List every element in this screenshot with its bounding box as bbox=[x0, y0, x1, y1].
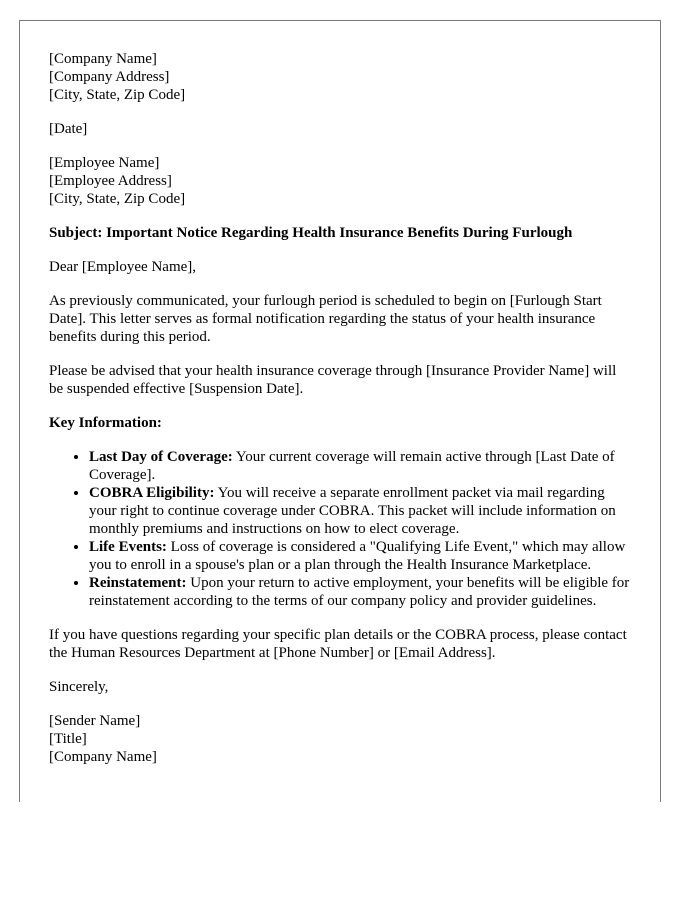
subject-line: Subject: Important Notice Regarding Health Insurance Benefits During Furlough bbox=[49, 225, 573, 241]
key-info-heading: Key Information: bbox=[49, 415, 162, 431]
sender-company-name: [Company Name] bbox=[49, 51, 157, 67]
body-paragraph-1: As previously communicated, your furlough period is scheduled to begin on [Furlough Start Date]. This letter serves as formal notification regarding the status of your health insurance benefits during this period. bbox=[49, 293, 602, 345]
sender-header bbox=[49, 50, 631, 104]
sender-city-state-zip: [City, State, Zip Code] bbox=[49, 87, 186, 103]
list-item-text: Upon your return to active employment, your benefits will be eligible for reinstatement according to the terms of our company policy and provider guidelines. bbox=[89, 575, 630, 609]
list-item-text: You will receive a separate enrollment packet via mail regarding your right to continue coverage under COBRA. This packet will include information on monthly premiums and instructions on how to elect coverage. bbox=[89, 485, 616, 537]
list-item-label: COBRA Eligibility: bbox=[89, 485, 215, 501]
closing-paragraph: If you have questions regarding your specific plan details or the COBRA process, please contact the Human Resources Department at [Phone Number] or [Email Address]. bbox=[49, 627, 627, 661]
signature-sender-name: [Sender Name] bbox=[49, 713, 141, 729]
signature-block bbox=[49, 712, 631, 766]
list-item-label: Last Day of Coverage: bbox=[89, 449, 233, 465]
recipient-name: [Employee Name] bbox=[49, 155, 160, 171]
closing: Sincerely, bbox=[49, 679, 109, 695]
letter-page bbox=[19, 20, 661, 802]
letter-date: [Date] bbox=[49, 121, 88, 137]
recipient-address bbox=[49, 154, 631, 208]
list-item bbox=[89, 448, 631, 484]
list-item bbox=[89, 538, 631, 574]
list-item-label: Life Events: bbox=[89, 539, 167, 555]
sender-company-address: [Company Address] bbox=[49, 69, 170, 85]
salutation: Dear [Employee Name], bbox=[49, 259, 197, 275]
list-item-label: Reinstatement: bbox=[89, 575, 187, 591]
body-paragraph-2: Please be advised that your health insurance coverage through [Insurance Provider Name] will be suspended effective [Suspension Date]. bbox=[49, 363, 617, 397]
signature-company-name: [Company Name] bbox=[49, 749, 157, 765]
list-item-text: Loss of coverage is considered a "Qualifying Life Event," which may allow you to enroll in a spouse's plan or a plan through the Health Insurance Marketplace. bbox=[89, 539, 626, 573]
list-item bbox=[89, 484, 631, 538]
recipient-city-state-zip: [City, State, Zip Code] bbox=[49, 191, 186, 207]
key-info-list bbox=[49, 448, 631, 610]
signature-title: [Title] bbox=[49, 731, 87, 747]
list-item bbox=[89, 574, 631, 610]
list-item-text: Your current coverage will remain active through [Last Date of Coverage]. bbox=[89, 449, 615, 483]
recipient-address-line: [Employee Address] bbox=[49, 173, 172, 189]
